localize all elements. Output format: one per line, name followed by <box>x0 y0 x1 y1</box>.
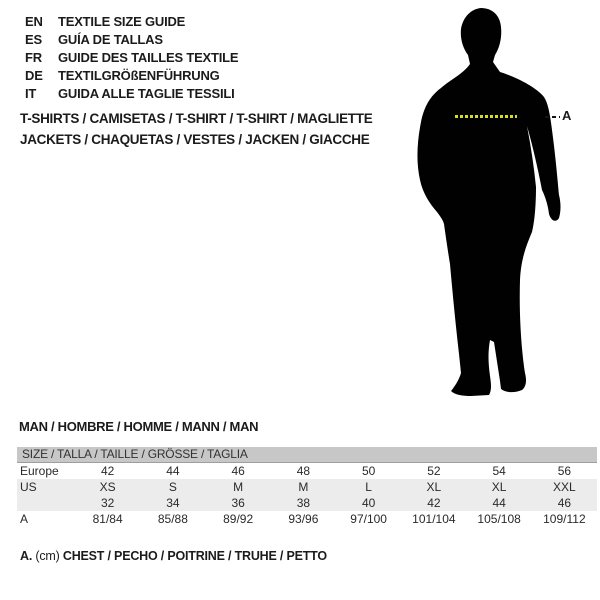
size-cell: XXL <box>553 480 576 494</box>
size-cell: 44 <box>166 464 180 478</box>
size-cell: 44 <box>492 496 506 510</box>
size-cell: 54 <box>492 464 506 478</box>
size-cell: 38 <box>296 496 311 510</box>
lang-label: GUÍA DE TALLAS <box>58 32 163 47</box>
size-cell: 97/100 <box>350 512 387 526</box>
size-cell: 34 <box>166 496 180 510</box>
garment-line-tshirts: T-SHIRTS / CAMISETAS / T-SHIRT / T-SHIRT / MAGLIETTE <box>20 111 373 126</box>
man-silhouette-figure <box>405 2 575 399</box>
size-cell: L <box>365 480 372 494</box>
row-label: Europe <box>20 464 59 478</box>
size-cell: 42 <box>100 464 115 478</box>
size-cell: M <box>298 480 309 494</box>
row-label <box>17 495 75 511</box>
size-cell: 93/96 <box>288 512 319 526</box>
row-label: A <box>20 512 29 526</box>
size-cell: XL <box>426 480 442 494</box>
lang-code: EN <box>25 14 43 29</box>
garment-types <box>20 108 372 150</box>
size-cell: 42 <box>427 496 441 510</box>
row-label: US <box>20 480 37 494</box>
size-row-us <box>17 479 597 495</box>
footnote-unit: (cm) <box>35 549 60 563</box>
size-cell: S <box>168 480 177 494</box>
lang-row-en <box>25 13 238 31</box>
size-cell: 48 <box>296 464 311 478</box>
measure-label-a: A <box>562 108 572 123</box>
size-cell: 101/104 <box>412 512 456 526</box>
size-cell: M <box>233 480 244 494</box>
size-cell: 36 <box>231 496 245 510</box>
section-title-man: MAN / HOMBRE / HOMME / MANN / MAN <box>19 419 259 434</box>
lang-label: GUIDE DES TAILLES TEXTILE <box>58 50 239 65</box>
lang-label: TEXTILGRÖßENFÜHRUNG <box>58 68 220 83</box>
lang-label: TEXTILE SIZE GUIDE <box>58 14 186 29</box>
size-row-chest-a <box>17 511 597 527</box>
footnote-chest-legend <box>20 549 327 563</box>
size-cell: XL <box>491 480 507 494</box>
size-cell: XS <box>99 480 116 494</box>
lang-code: ES <box>25 32 42 47</box>
size-cell: 40 <box>361 496 376 510</box>
chest-measure-dashed-line <box>455 115 517 118</box>
size-cell: 46 <box>231 464 245 478</box>
size-cell: 81/84 <box>92 512 123 526</box>
size-table-header: SIZE / TALLA / TAILLE / GRÖSSE / TAGLIA <box>17 447 597 463</box>
garment-line-jackets: JACKETS / CHAQUETAS / VESTES / JACKEN / GIACCHE <box>20 132 370 147</box>
language-list <box>25 13 238 103</box>
lang-code: DE <box>25 68 43 83</box>
lang-row-es <box>25 31 238 49</box>
size-cell: 89/92 <box>223 512 254 526</box>
size-cell: 109/112 <box>543 512 586 526</box>
size-cell: 46 <box>557 496 572 510</box>
footnote-prefix: A. <box>20 549 33 563</box>
size-cell: 56 <box>557 464 572 478</box>
size-cell: 32 <box>100 496 115 510</box>
lang-label: GUIDA ALLE TAGLIE TESSILI <box>58 86 235 101</box>
size-cell: 50 <box>361 464 376 478</box>
footnote-label: CHEST / PECHO / POITRINE / TRUHE / PETTO <box>62 549 327 563</box>
lang-row-fr <box>25 49 238 67</box>
lang-row-de <box>25 67 238 85</box>
size-row-numeric <box>17 495 597 511</box>
lang-code: FR <box>25 50 42 65</box>
size-cell: 52 <box>427 464 441 478</box>
size-cell: 85/88 <box>157 512 188 526</box>
measure-leader-line <box>545 116 560 118</box>
lang-code: IT <box>25 86 37 101</box>
size-row-europe <box>17 463 597 479</box>
size-table <box>17 447 597 527</box>
lang-row-it <box>25 85 238 103</box>
size-cell: 105/108 <box>477 512 521 526</box>
